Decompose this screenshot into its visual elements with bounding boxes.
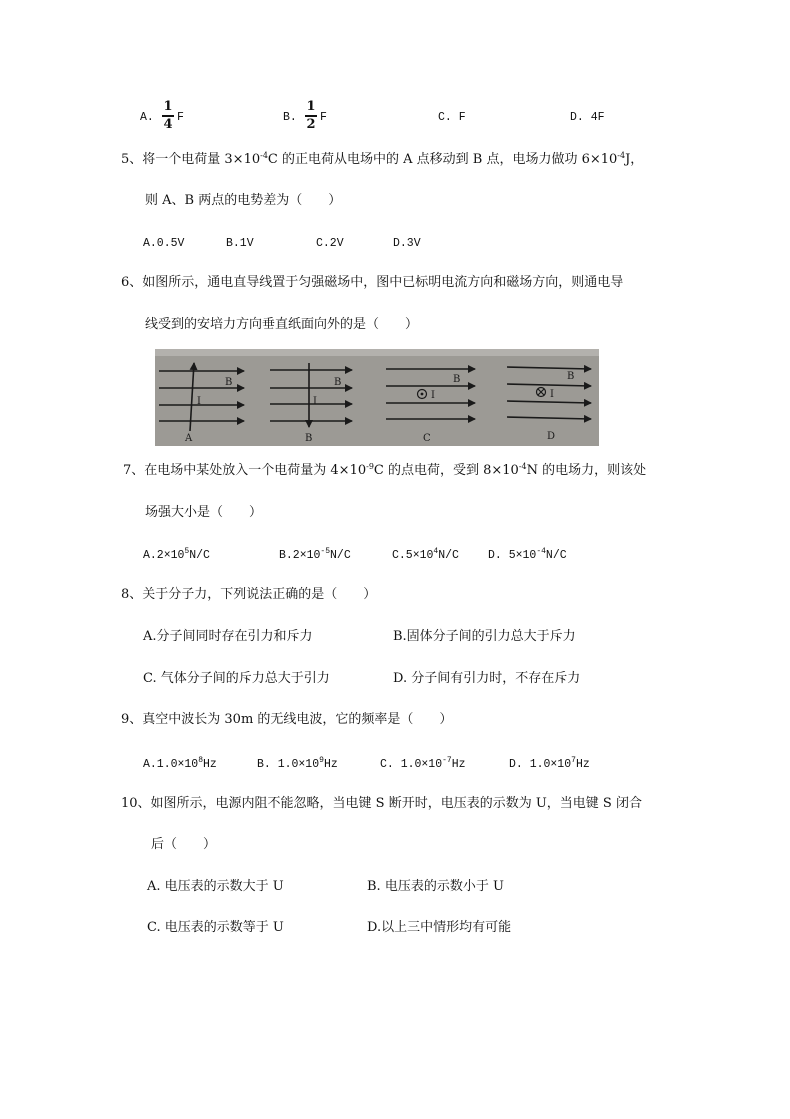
q4-option-b-unit: F [320, 111, 327, 124]
q8-option-b: B.固体分子间的引力总大于斥力 [393, 629, 576, 644]
figure-bleed-strip [155, 349, 599, 356]
current-label: I [431, 390, 435, 401]
q8-option-c: C. 气体分子间的斥力总大于引力 [143, 671, 330, 686]
q10-option-c: C. 电压表的示数等于 U [147, 920, 284, 935]
q4-option-b-fraction [305, 100, 317, 132]
q7-stem-line2: 场强大小是（ ） [145, 505, 263, 520]
q7-option-b: $B.2\times 10^{-5}N/C$ [279, 547, 351, 562]
q4-b-denominator: 2 [306, 117, 316, 132]
q8-option-a: A.分子间同时存在引力和斥力 [143, 629, 313, 644]
q7-stem-line1: 7、在电场中某处放入一个电荷量为 $4\times 10^{-9}C$ 的点电荷，受到 $8\times 10^{-4}N$ 的电场力，则该处 [123, 462, 647, 478]
panel-label: D [547, 431, 556, 442]
q4-option-c: C. F [438, 111, 466, 124]
q4-a-numerator: 1 [163, 99, 173, 114]
q10-option-a: A. 电压表的示数大于 U [147, 879, 284, 894]
q7-option-a: $A.2\times 10^5N/C$ [143, 547, 210, 562]
q9-option-a: $A.1.0\times 10^8Hz$ [143, 756, 217, 771]
q6-stem-line1: 6、如图所示，通电直导线置于匀强磁场中，图中已标明电流方向和磁场方向，则通电导 [121, 275, 624, 290]
field-label: B [225, 377, 233, 388]
q5-option-a: A.0.5V [143, 237, 185, 250]
q5-stem-line2: 则 A、B 两点的电势差为（ ） [145, 193, 342, 208]
q10-stem-line2: 后（ ） [151, 837, 217, 852]
field-label: B [453, 374, 461, 385]
q5-stem-line1: 5、将一个电荷量 $3\times 10^{-4}C$ 的正电荷从电场中的 A 点移动到 B 点，电场力做功 $6\times 10^{-4}J$， [121, 151, 644, 167]
q8-option-d: D. 分子间有引力时，不存在斥力 [393, 671, 581, 686]
q6-figure [155, 349, 599, 446]
panel-label: C [423, 433, 431, 444]
q9-option-c: C. $1.0\times 10^{-7}Hz$ [380, 756, 466, 771]
q4-a-denominator: 4 [163, 117, 173, 132]
q10-stem-line1: 10、如图所示，电源内阻不能忽略，当电键 S 断开时，电压表的示数为 U，当电键 S 闭合 [121, 796, 642, 811]
field-label: B [567, 371, 575, 382]
current-label: I [313, 396, 317, 407]
field-label: B [334, 377, 342, 388]
panel-label: B [305, 433, 313, 444]
q4-option-a-fraction [162, 100, 174, 132]
q9-option-d: D. $1.0\times 10^7Hz$ [509, 756, 590, 771]
q4-b-numerator: 1 [306, 99, 316, 114]
q10-option-b: B. 电压表的示数小于 U [367, 879, 504, 894]
q5-option-c: C.2V [316, 237, 344, 250]
q10-option-d: D.以上三中情形均有可能 [367, 920, 512, 935]
q7-option-c: $C.5\times 10^4N/C$ [392, 547, 459, 562]
current-label: I [197, 396, 201, 407]
panel-label: A [185, 433, 193, 444]
q7-option-d: D. $5\times 10^{-4}N/C$ [488, 547, 567, 562]
q4-option-a-label: A. [140, 111, 154, 124]
q8-stem: 8、关于分子力，下列说法正确的是（ ） [121, 587, 377, 602]
q9-option-b: B. $1.0\times 10^9Hz$ [257, 756, 338, 771]
q4-option-a-unit: F [177, 111, 184, 124]
q4-option-b-label: B. [283, 111, 297, 124]
current-dot [421, 393, 424, 396]
current-label: I [550, 389, 554, 400]
q6-stem-line2: 线受到的安培力方向垂直纸面向外的是（ ） [145, 317, 419, 332]
q5-option-b: B.1V [226, 237, 254, 250]
q9-stem: 9、真空中波长为 30m 的无线电波，它的频率是（ ） [121, 712, 453, 727]
q5-option-d: D.3V [393, 237, 421, 250]
q4-option-d: D. 4F [570, 111, 605, 124]
figure-background [155, 349, 599, 446]
